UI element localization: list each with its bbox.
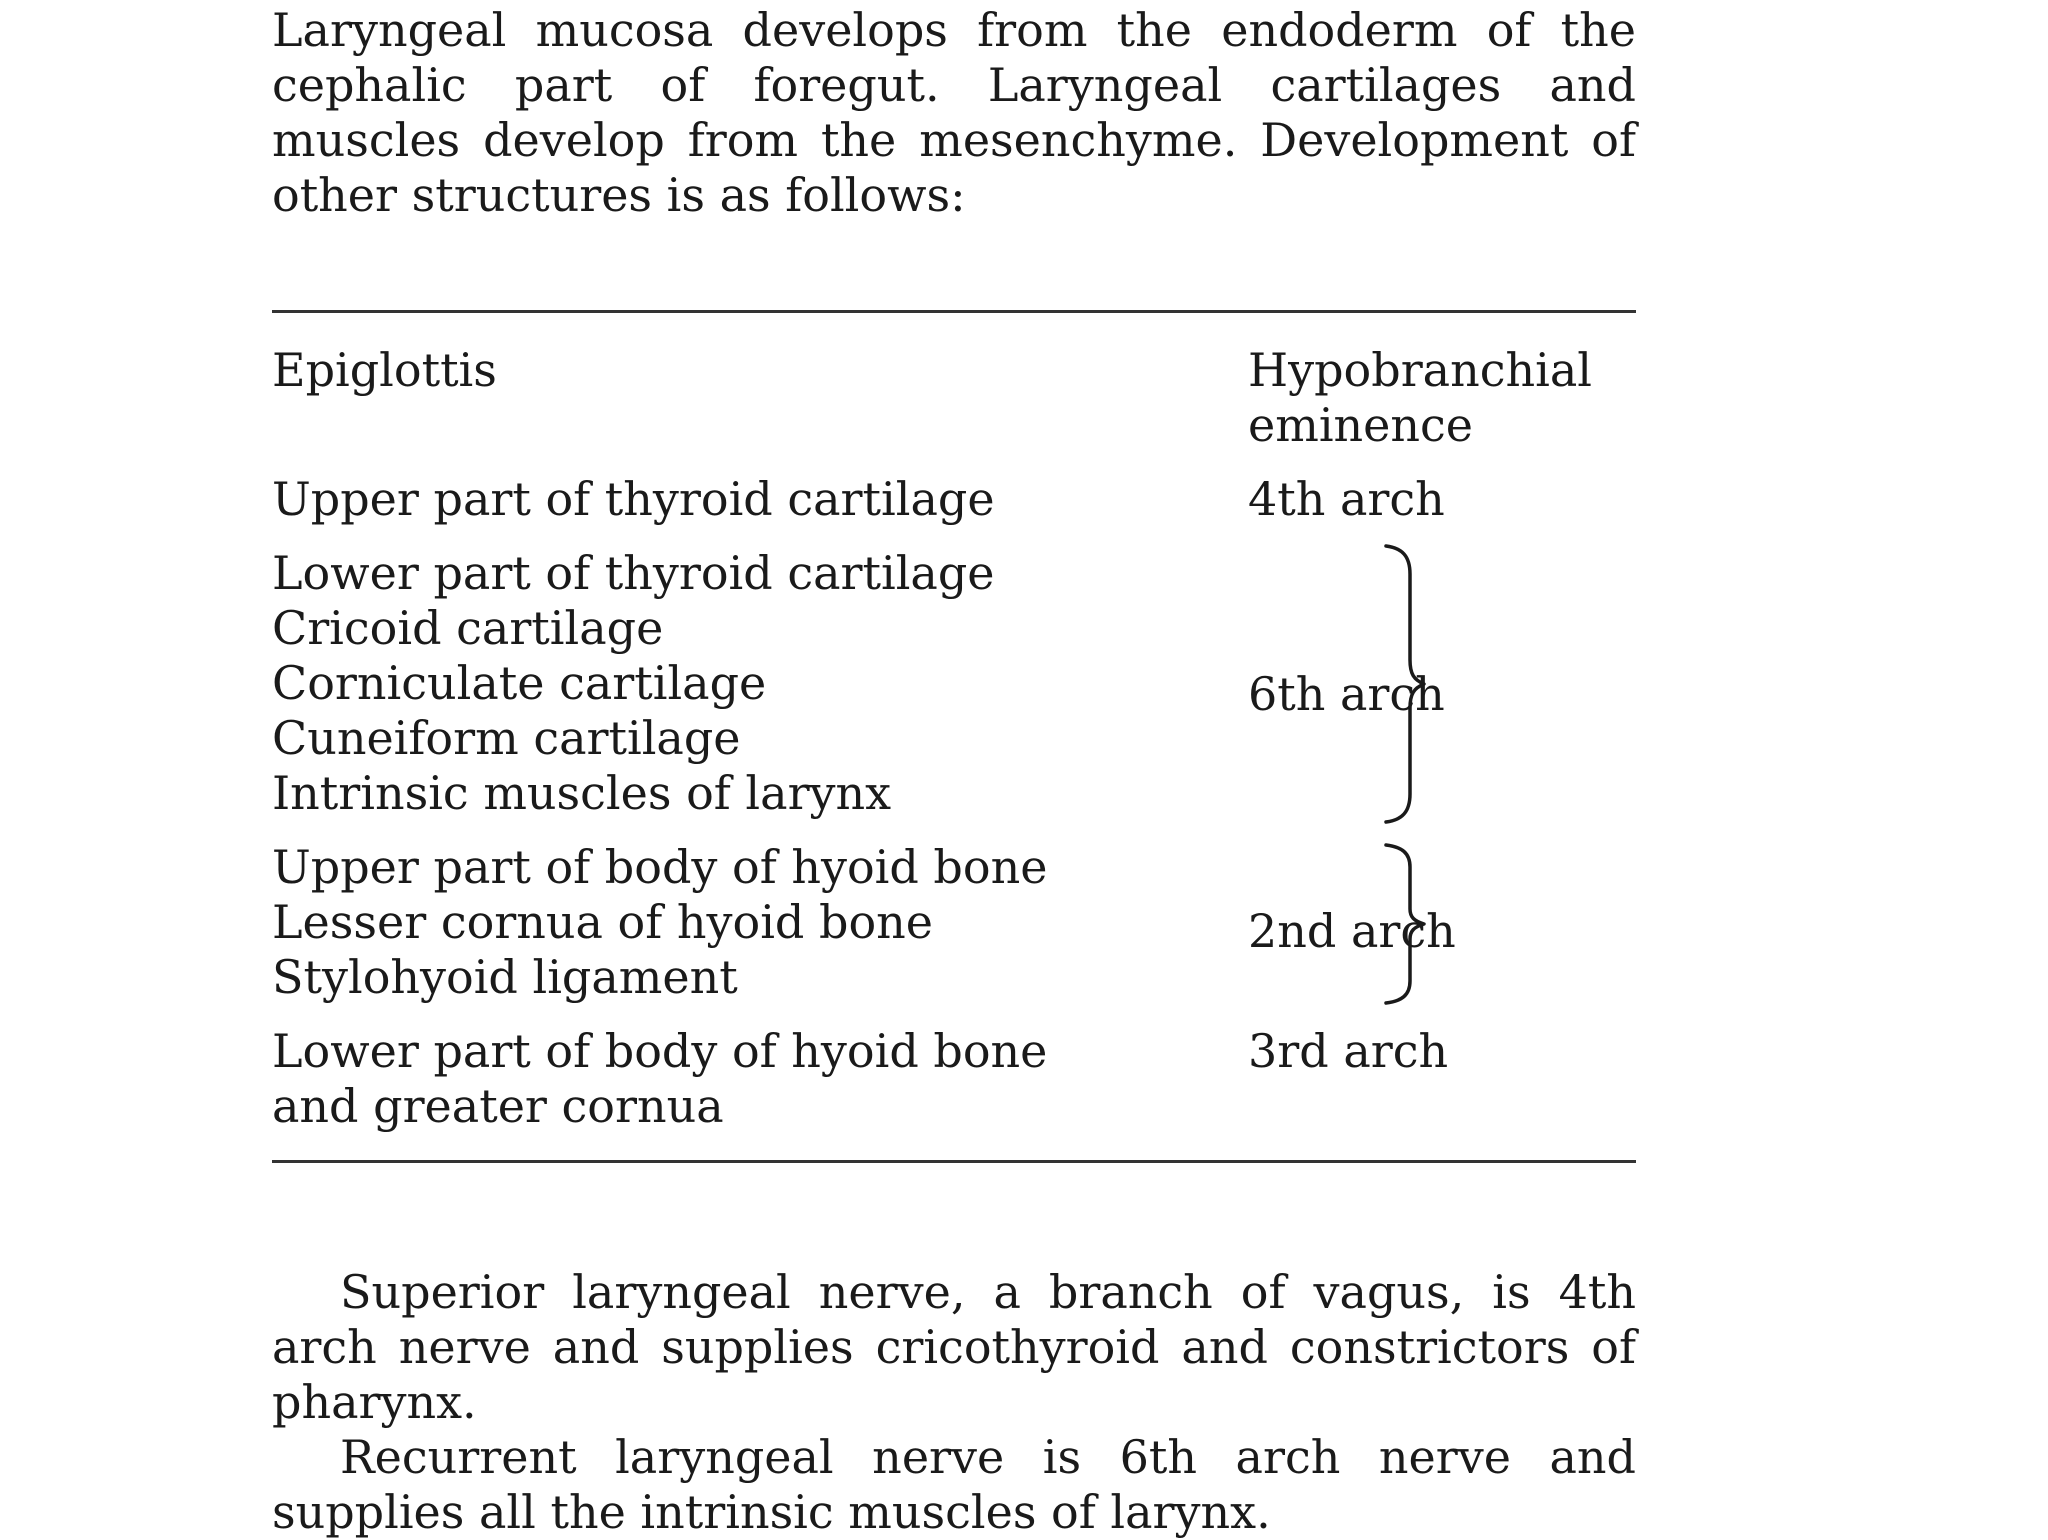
table-row-epiglottis-structures <box>272 343 1132 398</box>
structure-label: Upper part of body of hyoid bone <box>272 840 1048 894</box>
table-row-sixth-arch-structures <box>272 546 1132 821</box>
recurrent-laryngeal-paragraph: Recurrent laryngeal nerve is 6th arch nerve and supplies all the intrinsic muscles of larynx. <box>272 1430 1636 1539</box>
structure-label: Lower part of thyroid cartilage <box>272 546 995 600</box>
table-top-rule <box>272 310 1636 313</box>
origin-label: 4th arch <box>1248 472 1445 526</box>
table-row-second-arch-structures <box>272 840 1132 1005</box>
table-row-epiglottis-origin <box>1248 343 1636 453</box>
table-row-upper-thyroid-structures <box>272 472 1132 527</box>
structure-label: Intrinsic muscles of larynx <box>272 766 892 820</box>
origin-label: 2nd arch <box>1248 904 1456 958</box>
origin-label: Hypobranchial <box>1248 343 1592 397</box>
structure-label: Cuneiform cartilage <box>272 711 741 765</box>
table-row-upper-thyroid-origin <box>1248 472 1636 527</box>
structure-label: Stylohyoid ligament <box>272 950 738 1004</box>
structure-label: and greater cornua <box>272 1079 724 1133</box>
structure-label: Corniculate cartilage <box>272 656 767 710</box>
table-row-third-arch-origin <box>1248 1024 1636 1079</box>
structure-label: Lesser cornua of hyoid bone <box>272 895 933 949</box>
structure-label: Cricoid cartilage <box>272 601 664 655</box>
structure-label: Lower part of body of hyoid bone <box>272 1024 1048 1078</box>
document-page <box>272 0 1636 1539</box>
structure-label: Upper part of thyroid cartilage <box>272 472 995 526</box>
superior-laryngeal-paragraph: Superior laryngeal nerve, a branch of vagus, is 4th arch nerve and supplies cricothyroid and constrictors of pharynx. <box>272 1265 1636 1429</box>
table-bottom-rule <box>272 1160 1636 1163</box>
origin-label: 6th arch <box>1248 667 1445 721</box>
intro-paragraph: Laryngeal mucosa develops from the endoderm of the cephalic part of foregut. Laryngeal cartilages and muscles develop from the mesenchyme. Development of other structures is as follows: <box>272 3 1636 222</box>
table-row-second-arch-origin <box>1248 904 1636 959</box>
origin-label: 3rd arch <box>1248 1024 1449 1078</box>
origin-label: eminence <box>1248 398 1474 452</box>
table-row-sixth-arch-origin <box>1248 667 1636 722</box>
table-row-third-arch-structures <box>272 1024 1132 1134</box>
structure-label: Epiglottis <box>272 343 497 397</box>
